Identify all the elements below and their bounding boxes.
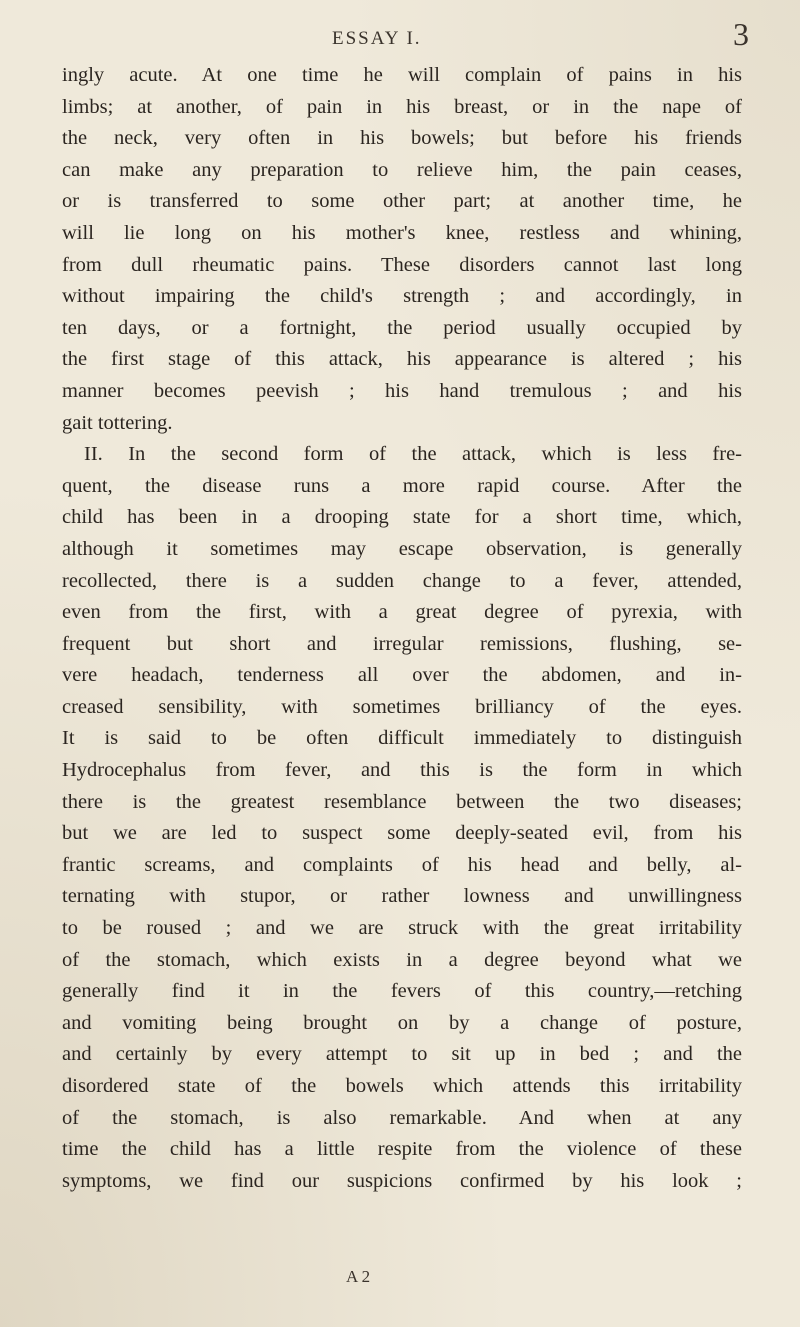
text-line: child has been in a drooping state for a short time, which, [62,506,742,529]
text-line: disordered state of the bowels which attends this irritability [62,1075,742,1097]
signature-mark: A 2 [346,1267,371,1286]
text-line: from dull rheumatic pains. These disorders cannot last long [62,253,742,276]
page-number: 3 [733,16,749,52]
text-line: but we are led to suspect some deeply-seated evil, from his [62,822,742,845]
text-line: manner becomes peevish ; his hand tremulous ; and his [62,379,742,402]
paragraph-end-line: gait tottering. [62,411,173,434]
text-line: to be roused ; and we are struck with the great irritability [62,917,742,940]
text-line: there is the greatest resemblance between the two diseases; [62,790,742,813]
text-line: limbs; at another, of pain in his breast, or in the nape of [62,95,742,118]
text-line: the neck, very often in his bowels; but before his friends [62,127,742,150]
text-line: It is said to be often difficult immediately to distinguish [62,727,742,750]
text-line: or is transferred to some other part; at another time, he [62,190,742,213]
paragraph-start-line: II. In the second form of the attack, which is less fre- [84,443,742,466]
text-line: generally find it in the fevers of this country,—retching [62,980,742,1003]
text-line: can make any preparation to relieve him, the pain ceases, [62,158,742,181]
text-line: vere headach, tenderness all over the abdomen, and in- [62,664,742,687]
text-line: and vomiting being brought on by a change of posture, [62,1011,742,1034]
text-line: time the child has a little respite from the violence of these [62,1138,742,1161]
text-line: the first stage of this attack, his appearance is altered ; his [62,348,742,371]
text-line: quent, the disease runs a more rapid course. After the [62,474,742,497]
text-line: ternating with stupor, or rather lowness and unwillingness [62,885,742,908]
page-header [0,8,800,52]
text-line: symptoms, we find our suspicions confirmed by his look ; [62,1169,742,1192]
body-text [62,60,742,1197]
text-line: ingly acute. At one time he will complain of pains in his [62,64,742,86]
text-line: and certainly by every attempt to sit up in bed ; and the [62,1043,742,1066]
text-line: even from the first, with a great degree of pyrexia, with [62,601,742,624]
text-line: although it sometimes may escape observation, is generally [62,537,742,560]
text-line: frantic screams, and complaints of his head and belly, al- [62,853,742,876]
text-line: of the stomach, which exists in a degree beyond what we [62,948,742,971]
text-line: Hydrocephalus from fever, and this is the form in which [62,759,742,782]
text-line: will lie long on his mother's knee, restless and whining, [62,221,742,244]
text-line: ten days, or a fortnight, the period usually occupied by [62,316,742,339]
running-head: ESSAY I. [332,28,422,49]
text-line: without impairing the child's strength ; and accordingly, in [62,285,742,308]
text-line: creased sensibility, with sometimes brilliancy of the eyes. [62,695,742,718]
text-line: of the stomach, is also remarkable. And when at any [62,1106,742,1129]
text-line: recollected, there is a sudden change to a fever, attended, [62,569,742,592]
text-line: frequent but short and irregular remissions, flushing, se- [62,632,742,655]
